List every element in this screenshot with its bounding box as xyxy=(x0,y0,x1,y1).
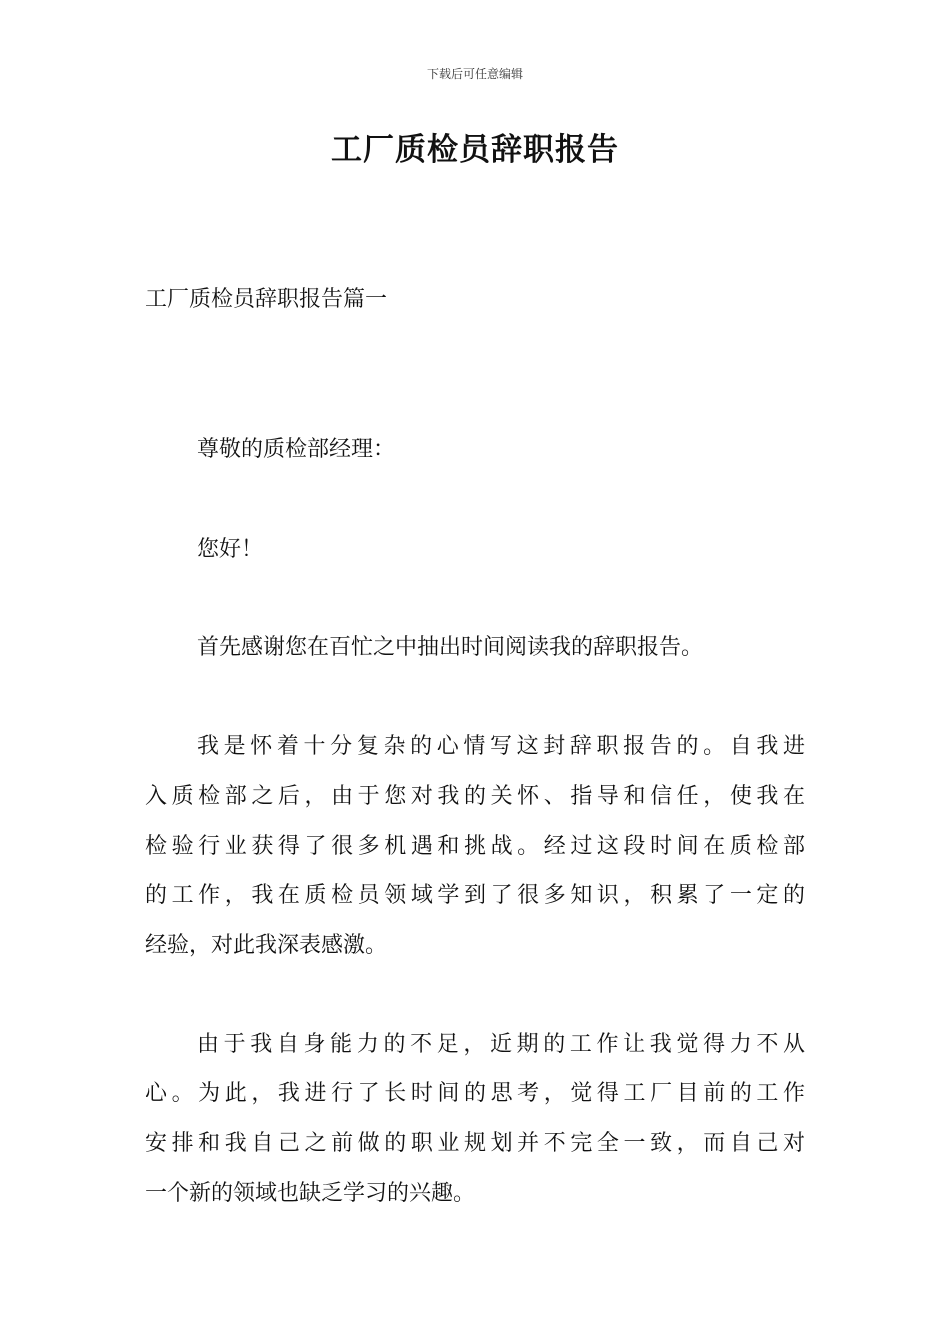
paragraph-2-line: 我是怀着十分复杂的心情写这封辞职报告的。自我进 xyxy=(197,734,805,759)
salutation: 尊敬的质检部经理： xyxy=(197,437,396,462)
paragraph-2-line: 经验，对此我深表感激。 xyxy=(145,933,388,958)
paragraph-1-line: 首先感谢您在百忙之中抽出时间阅读我的辞职报告。 xyxy=(197,635,704,660)
greeting: 您好！ xyxy=(197,537,264,562)
paragraph-2-line: 检验行业获得了很多机遇和挑战。经过这段时间在质检部 xyxy=(145,834,805,859)
header-note: 下载后可任意编辑 xyxy=(426,67,523,81)
paragraph-3-line: 一个新的领域也缺乏学习的兴趣。 xyxy=(145,1181,476,1206)
document-title: 工厂质检员辞职报告 xyxy=(331,132,619,168)
paragraph-3-line: 心。为此，我进行了长时间的思考，觉得工厂目前的工作 xyxy=(145,1081,805,1106)
paragraph-2-line: 入质检部之后，由于您对我的关怀、指导和信任，使我在 xyxy=(145,784,805,809)
section-heading: 工厂质检员辞职报告篇一 xyxy=(145,287,388,312)
paragraph-2-line: 的工作，我在质检员领域学到了很多知识，积累了一定的 xyxy=(145,883,805,908)
paragraph-3-line: 安排和我自己之前做的职业规划并不完全一致，而自己对 xyxy=(145,1131,805,1156)
paragraph-3-line: 由于我自身能力的不足，近期的工作让我觉得力不从 xyxy=(197,1032,805,1057)
